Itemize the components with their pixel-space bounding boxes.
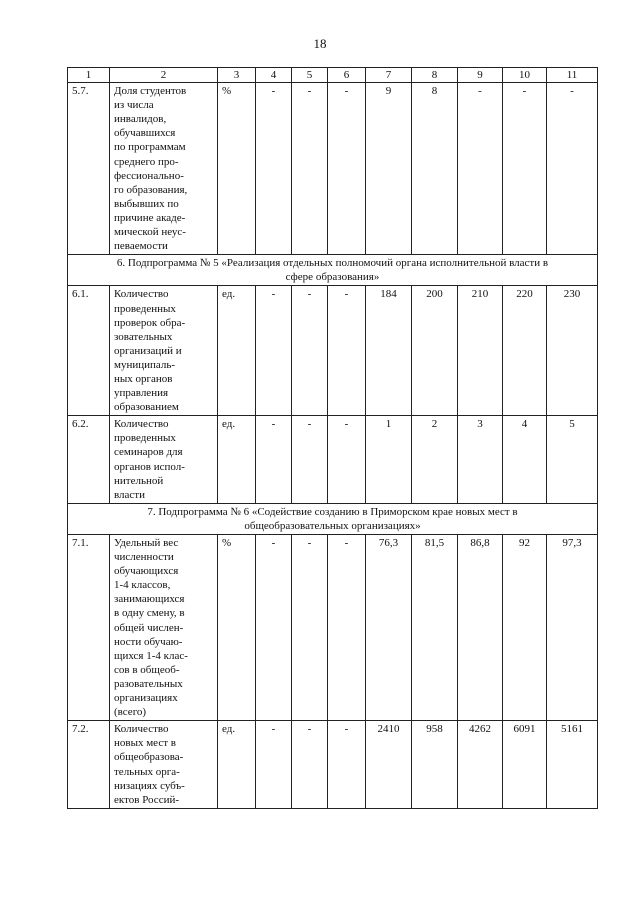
section-title	[68, 255, 598, 286]
indicator-name	[110, 83, 218, 255]
row-number: 6.2.	[68, 416, 110, 504]
table-row	[68, 535, 598, 721]
indicator-name-line: го образования,	[114, 183, 188, 196]
value-cell-4: -	[256, 286, 292, 416]
indicator-name-line: семинаров для	[114, 446, 183, 459]
value-cell-5: -	[292, 535, 328, 721]
indicators-table	[67, 67, 598, 809]
value-cell-10: 92	[503, 535, 547, 721]
indicator-name-line: Количество	[114, 288, 169, 301]
value-cell-8: 81,5	[412, 535, 458, 721]
indicator-name-line: власти	[114, 488, 145, 501]
indicator-name-line: обучавшихся	[114, 127, 176, 140]
value-cell-11: 230	[547, 286, 598, 416]
value-cell-6: -	[328, 416, 366, 504]
indicator-name-line: общеобразова-	[114, 751, 184, 764]
value-cell-11: -	[547, 83, 598, 255]
indicator-name-line: из числа	[114, 99, 154, 112]
indicator-name-line: обучающихся	[114, 565, 179, 578]
value-cell-11: 5161	[547, 721, 598, 809]
page-number: 18	[313, 36, 327, 51]
indicator-name-line: ных органов	[114, 372, 173, 385]
indicator-name-line: нительной	[114, 474, 164, 487]
value-cell-7: 1	[366, 416, 412, 504]
indicator-name-line: численности	[114, 551, 174, 564]
value-cell-8: 2	[412, 416, 458, 504]
table-row	[68, 286, 598, 416]
value-cell-9: 210	[458, 286, 503, 416]
value-cell-9: 4262	[458, 721, 503, 809]
indicator-name	[110, 416, 218, 504]
value-cell-5: -	[292, 721, 328, 809]
indicator-name-line: 1-4 классов,	[114, 579, 171, 592]
value-cell-5: -	[292, 416, 328, 504]
indicator-name-line: образованием	[114, 401, 179, 414]
row-number: 6.1.	[68, 286, 110, 416]
section-title-line: 7. Подпрограмма № 6 «Содействие созданию в Приморском крае новых мест в	[147, 505, 518, 518]
indicator-name	[110, 535, 218, 721]
value-cell-6: -	[328, 721, 366, 809]
indicator-name-line: Количество	[114, 723, 169, 736]
indicator-name-line: муниципаль-	[114, 358, 176, 371]
value-cell-10: 220	[503, 286, 547, 416]
unit-cell: ед.	[218, 286, 256, 416]
header-cell: 1	[68, 68, 110, 83]
indicator-name-line: проведенных	[114, 302, 176, 315]
value-cell-11: 5	[547, 416, 598, 504]
header-cell: 4	[256, 68, 292, 83]
value-cell-7: 9	[366, 83, 412, 255]
value-cell-9: -	[458, 83, 503, 255]
indicator-name-line: среднего про-	[114, 155, 179, 168]
indicator-name-line: инвалидов,	[114, 113, 167, 126]
header-cell: 6	[328, 68, 366, 83]
indicator-name-line: мической неус-	[114, 226, 186, 239]
section-row	[68, 255, 598, 286]
value-cell-10: -	[503, 83, 547, 255]
header-cell: 9	[458, 68, 503, 83]
value-cell-9: 3	[458, 416, 503, 504]
unit-cell: ед.	[218, 416, 256, 504]
indicator-name-line: органов испол-	[114, 460, 185, 473]
value-cell-8: 200	[412, 286, 458, 416]
indicator-name-line: фессионально-	[114, 169, 184, 182]
value-cell-8: 958	[412, 721, 458, 809]
value-cell-11: 97,3	[547, 535, 598, 721]
value-cell-8: 8	[412, 83, 458, 255]
indicator-name-line: низациях субъ-	[114, 779, 185, 792]
indicator-name-line: Доля студентов	[114, 85, 187, 98]
header-cell: 11	[547, 68, 598, 83]
value-cell-5: -	[292, 83, 328, 255]
indicator-name	[110, 721, 218, 809]
value-cell-5: -	[292, 286, 328, 416]
indicator-name-line: проведенных	[114, 432, 176, 445]
value-cell-4: -	[256, 721, 292, 809]
value-cell-10: 6091	[503, 721, 547, 809]
indicator-name-line: щихся 1-4 клас-	[114, 649, 188, 662]
indicator-name-line: организациях	[114, 692, 178, 705]
header-cell: 3	[218, 68, 256, 83]
indicator-name-line: выбывших по	[114, 197, 179, 210]
indicator-name-line: Удельный вес	[114, 537, 179, 549]
section-title-line: общеобразовательных организациях»	[244, 519, 421, 532]
table-row	[68, 721, 598, 809]
indicator-name-line: по программам	[114, 141, 186, 154]
header-cell: 2	[110, 68, 218, 83]
indicator-name-line: занимающихся	[114, 593, 185, 606]
section-title-line: 6. Подпрограмма № 5 «Реализация отдельных полномочий органа исполнительной власти в	[116, 257, 549, 270]
value-cell-6: -	[328, 286, 366, 416]
value-cell-4: -	[256, 83, 292, 255]
indicator-name	[110, 286, 218, 416]
indicator-name-line: управления	[114, 387, 169, 400]
indicator-name-line: организаций и	[114, 344, 182, 357]
value-cell-7: 184	[366, 286, 412, 416]
header-row	[68, 68, 598, 83]
value-cell-4: -	[256, 535, 292, 721]
section-title-line: сфере образования»	[285, 271, 380, 284]
section-title	[68, 503, 598, 534]
indicator-name-line: (всего)	[114, 706, 147, 719]
indicator-name-line: проверок обра-	[114, 316, 186, 329]
indicator-name-line: новых мест в	[114, 737, 176, 750]
indicator-name-line: разовательных	[114, 677, 183, 690]
indicator-name-line: тельных орга-	[114, 765, 180, 778]
indicator-name-line: ности обучаю-	[114, 635, 183, 648]
indicator-name-line: причине акаде-	[114, 211, 186, 224]
indicator-name-line: в одну смену, в	[114, 607, 185, 620]
header-cell: 10	[503, 68, 547, 83]
row-number: 7.1.	[68, 535, 110, 721]
indicator-name-line: общей числен-	[114, 621, 184, 634]
value-cell-9: 86,8	[458, 535, 503, 721]
value-cell-7: 2410	[366, 721, 412, 809]
header-cell: 5	[292, 68, 328, 83]
section-row	[68, 503, 598, 534]
table-row	[68, 416, 598, 504]
value-cell-6: -	[328, 535, 366, 721]
unit-cell: ед.	[218, 721, 256, 809]
indicator-name-line: сов в общеоб-	[114, 663, 180, 676]
value-cell-10: 4	[503, 416, 547, 504]
row-number: 5.7.	[68, 83, 110, 255]
header-cell: 8	[412, 68, 458, 83]
value-cell-4: -	[256, 416, 292, 504]
unit-cell: %	[218, 83, 256, 255]
table-row	[68, 83, 598, 255]
value-cell-6: -	[328, 83, 366, 255]
value-cell-7: 76,3	[366, 535, 412, 721]
indicator-name-line: Количество	[114, 418, 169, 431]
unit-cell: %	[218, 535, 256, 721]
row-number: 7.2.	[68, 721, 110, 809]
indicator-name-line: ектов Россий-	[114, 793, 180, 806]
header-cell: 7	[366, 68, 412, 83]
indicator-name-line: зовательных	[114, 330, 173, 343]
indicator-name-line: певаемости	[114, 240, 168, 253]
